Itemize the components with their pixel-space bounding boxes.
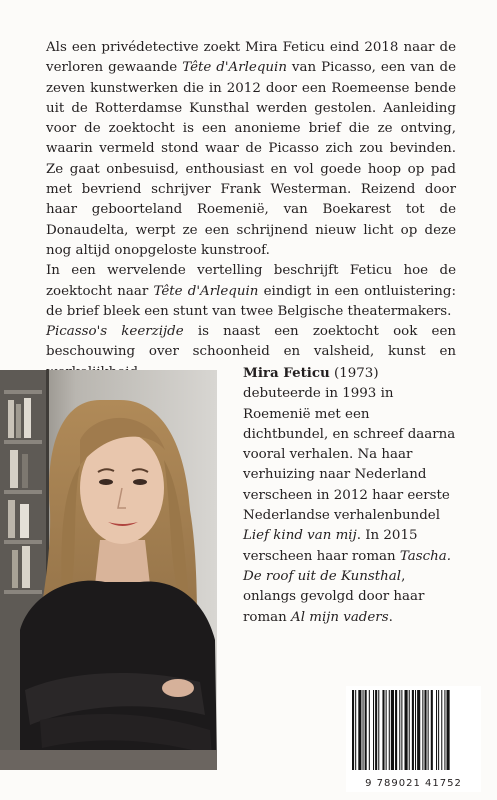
barcode-bar bbox=[363, 690, 364, 770]
text-run: is naast een zoektocht ook een beschouwing over schoonheid en valsheid, kunst en bbox=[46, 324, 457, 360]
barcode-bar bbox=[436, 690, 437, 770]
text-run: , onlangs gevolgd door haar roman bbox=[243, 568, 425, 625]
blurb-paragraph-2 bbox=[46, 261, 456, 322]
barcode-bar bbox=[382, 690, 384, 770]
barcode-bar bbox=[431, 690, 433, 770]
text-run: (1973) debuteerde in 1993 in Roemenië met een dichtbundel, en schreef daarna vooral verhalen. Na haar verhuizing naar Nederland verscheen in 2012 haar eerste Nederlandse verhalenbundel bbox=[243, 366, 456, 524]
isbn-barcode bbox=[346, 686, 481, 792]
italic-title-text: Picasso's keerzijde bbox=[46, 324, 184, 340]
barcode-bar bbox=[369, 690, 370, 770]
text-run: eindigt in een ontluistering: de brief bleek een stunt van twee Belgische theatermakers. bbox=[46, 283, 457, 319]
barcode-bar bbox=[395, 690, 397, 770]
barcode-bar bbox=[405, 690, 408, 770]
barcode-bar bbox=[365, 690, 367, 770]
barcode-bar bbox=[422, 690, 423, 770]
barcode-bar bbox=[444, 690, 445, 770]
barcode-bar bbox=[424, 690, 426, 770]
italic-title-text: Tête d'Arlequin bbox=[182, 60, 287, 76]
text-run: . bbox=[388, 609, 393, 625]
barcode-bar bbox=[352, 690, 354, 770]
barcode-bar bbox=[412, 690, 414, 770]
barcode-bar bbox=[415, 690, 416, 770]
isbn-number: 9 789021 41752 bbox=[365, 778, 462, 789]
back-cover-blurb bbox=[46, 38, 456, 383]
barcode-bars bbox=[346, 686, 481, 776]
barcode-bar bbox=[447, 690, 450, 770]
author-name: Mira Feticu bbox=[243, 365, 330, 381]
text-run: van Picasso, een van de zeven kunstwerken die in 2012 door een Roemeense bende uit de Rotterdamse Kunsthal werden gestolen. Aanleiding voor de zoektocht is een anonieme brief die ze ontving, waarin vermeld stond waar de Picasso zich zou bevinden. Ze gaat onbesuisd, enthousiast en vol goede hoop op pad met bevriend schrijver Frank Westerman. Reizend door haar geboorteland Roemenië, van Boekarest tot de Donaudelta, werpt ze een schrijnend nieuw licht op deze nog altijd onopgeloste kunstroof. bbox=[46, 60, 457, 258]
bio-text bbox=[243, 363, 456, 628]
italic-title-text: Al mijn vaders bbox=[291, 609, 389, 625]
barcode-bar bbox=[386, 690, 387, 770]
barcode-bar bbox=[355, 690, 356, 770]
text-run: . In 2015 verscheen haar roman bbox=[243, 528, 418, 564]
italic-title-text: Lief kind van mij bbox=[243, 528, 357, 544]
barcode-bar bbox=[441, 690, 442, 770]
barcode-bar bbox=[417, 690, 420, 770]
barcode-bar bbox=[428, 690, 429, 770]
blurb-paragraph-1 bbox=[46, 38, 456, 261]
text-run: Als een privédetective zoekt Mira Feticu eind 2018 naar de verloren gewaande bbox=[46, 40, 456, 76]
author-portrait-photo bbox=[0, 370, 217, 770]
bio-body bbox=[243, 366, 455, 625]
text-run: In een wervelende vertelling beschrijft Feticu hoe de zoektocht naar bbox=[46, 263, 456, 299]
author-biography bbox=[243, 363, 456, 628]
barcode-bar bbox=[401, 690, 402, 770]
barcode-bar bbox=[438, 690, 439, 770]
barcode-bar bbox=[409, 690, 410, 770]
barcode-bar bbox=[389, 690, 390, 770]
barcode-bar bbox=[373, 690, 374, 770]
barcode-bar bbox=[378, 690, 379, 770]
barcode-bar bbox=[358, 690, 361, 770]
barcode-bar bbox=[399, 690, 400, 770]
italic-title-text: Tête d'Arlequin bbox=[153, 283, 259, 299]
barcode-bar bbox=[375, 690, 377, 770]
italic-title-text: Tascha. De roof uit de Kunsthal bbox=[243, 548, 452, 584]
barcode-bar bbox=[391, 690, 394, 770]
